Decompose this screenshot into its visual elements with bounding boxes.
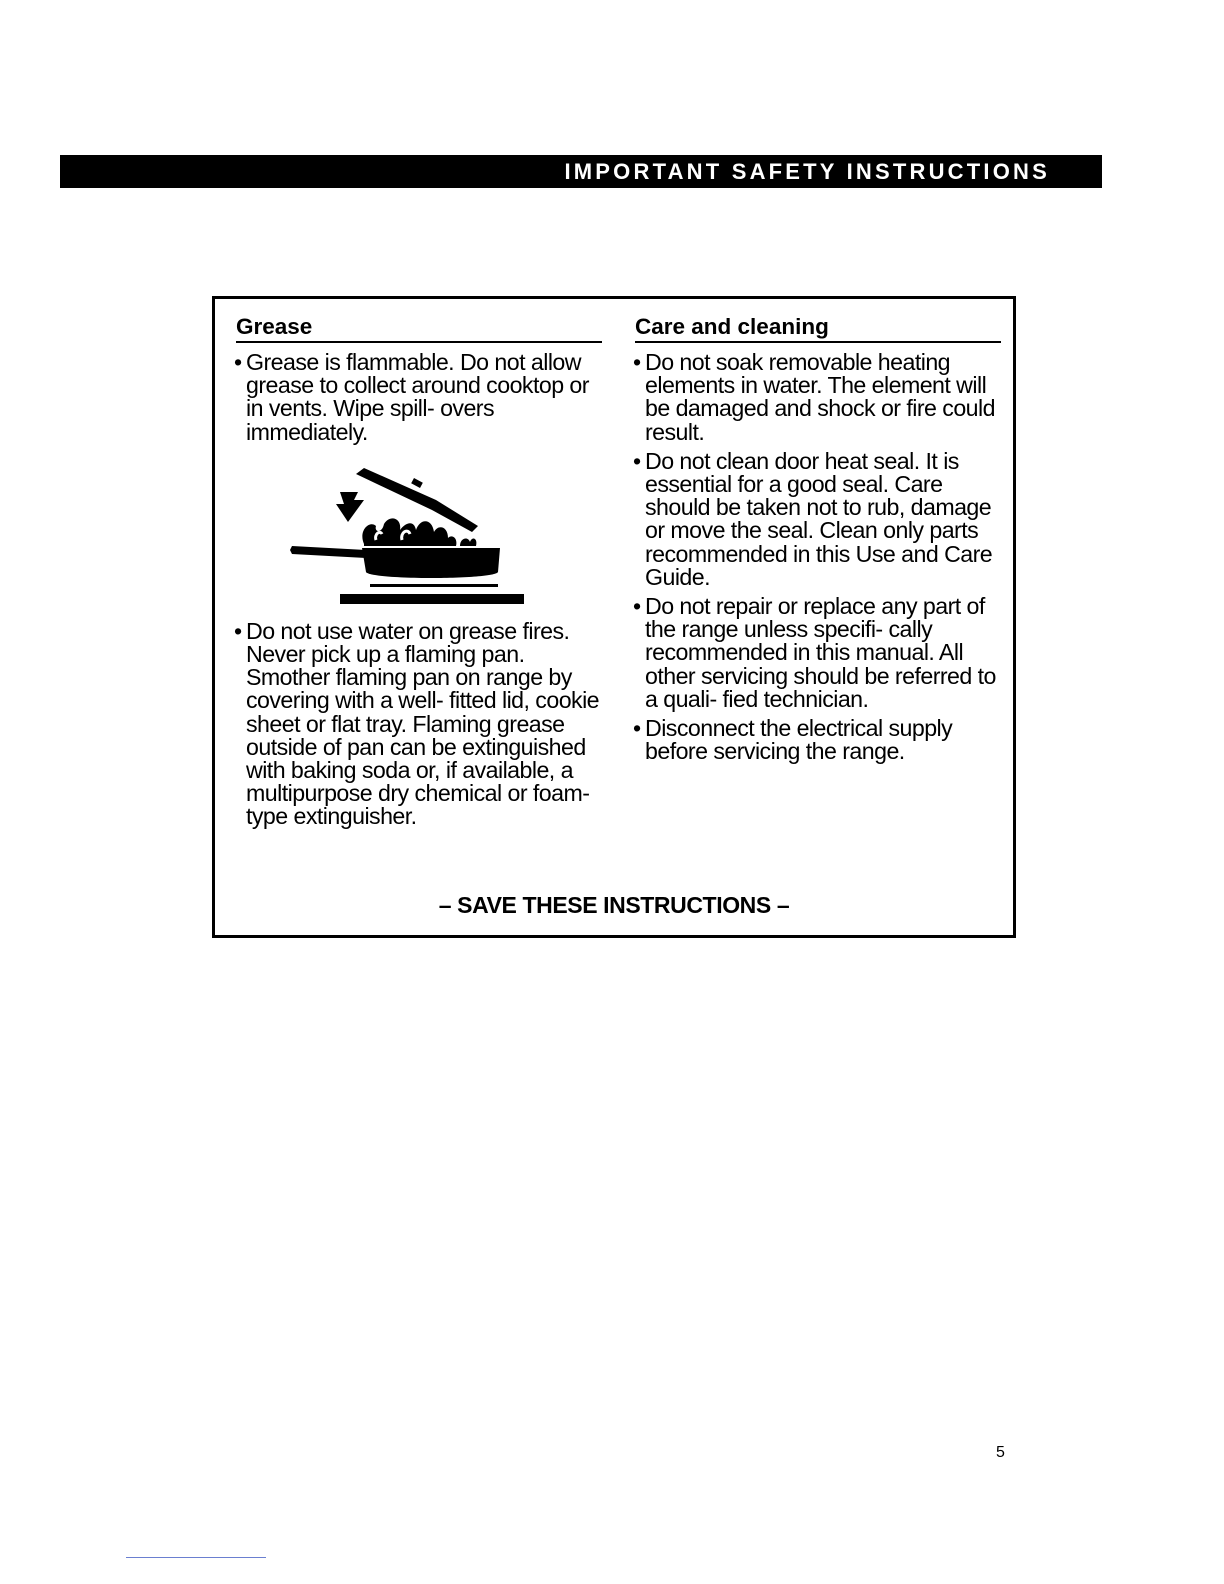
care-heading: Care and cleaning [635, 313, 1001, 343]
care-item: • Do not clean door heat seal. It is essential for a good seal. Care should be taken not to rub, damage or move the seal. Clean only parts recommended in this Use and Care Guide. [633, 447, 993, 590]
section-banner [60, 155, 1102, 188]
bullet-icon: • [633, 447, 641, 474]
grease-heading: Grease [236, 313, 602, 343]
care-item: • Do not soak removable heating elements in water. The element will be damaged and shock or fire could result. [633, 349, 995, 445]
flaming-pan-lid-icon [236, 460, 602, 610]
banner-title: IMPORTANT SAFETY INSTRUCTIONS [564, 159, 1050, 184]
save-instructions-notice: – SAVE THESE INSTRUCTIONS – [438, 892, 790, 918]
grease-item: • Grease is flammable. Do not allow grease to collect around cooktop or in vents. Wipe spill- overs immediately. [234, 349, 589, 445]
safety-box [212, 296, 1016, 938]
footer-rule [126, 1557, 266, 1558]
bullet-icon: • [633, 593, 641, 620]
bullet-icon: • [633, 349, 641, 375]
care-item: • Do not repair or replace any part of the range unless specifi- cally recommended in this manual. All other servicing should be referred to a quali- fied technician. [633, 593, 996, 712]
care-column [635, 313, 1001, 769]
bullet-icon: • [234, 349, 242, 375]
bullet-icon: • [234, 617, 242, 644]
page-number: 5 [996, 1444, 1005, 1461]
bullet-icon: • [633, 715, 641, 742]
grease-item: • Do not use water on grease fires. Never pick up a flaming pan. Smother flaming pan on range by covering with a well- fitted lid, cookie sheet or flat tray. Flaming grease outside of pan can be extinguished with baking soda or, if available, a multipurpose dry chemical or foam-type extinguisher. [234, 617, 600, 830]
grease-column [236, 313, 602, 835]
care-item: • Disconnect the electrical supply before servicing the range. [633, 715, 953, 765]
